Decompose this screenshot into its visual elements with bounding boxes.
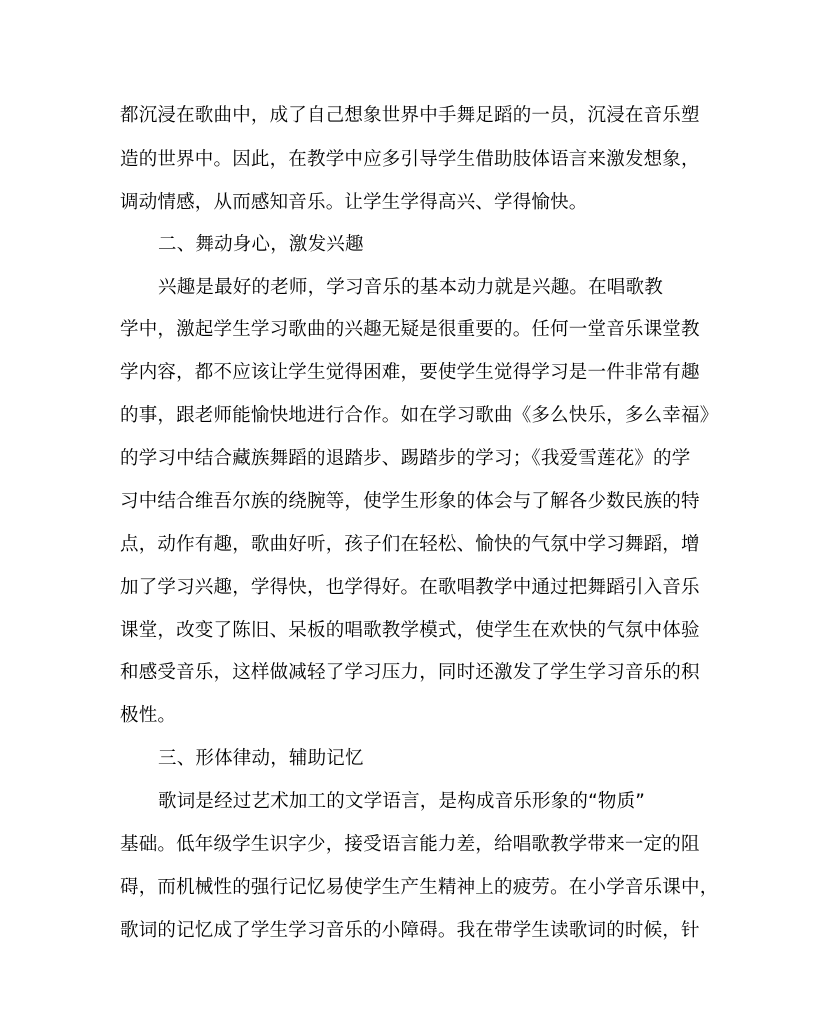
paragraph-line: 歌词是经过艺术加工的文学语言，是构成音乐形象的“物质” — [158, 791, 646, 812]
section-heading-3: 三、形体律动，辅助记忆 — [158, 748, 364, 769]
paragraph-line: 的学习中结合藏族舞蹈的退踏步、踢踏步的学习；《我爱雪莲花》的学 — [120, 448, 691, 469]
paragraph-line: 和感受音乐，这样做减轻了学习压力，同时还激发了学生学习音乐的积 — [120, 662, 700, 683]
paragraph-line: 极性。 — [120, 705, 177, 726]
paragraph-line: 课堂，改变了陈旧、呆板的唱歌教学模式，使学生在欢快的气氛中体验 — [120, 620, 700, 641]
paragraph-line: 点，动作有趣，歌曲好听，孩子们在轻松、愉快的气氛中学习舞蹈，增 — [120, 534, 700, 555]
paragraph-line: 加了学习兴趣，学得快，也学得好。在歌唱教学中通过把舞蹈引入音乐 — [120, 577, 700, 598]
paragraph-line: 学内容，都不应该让学生觉得困难，要使学生觉得学习是一件非常有趣 — [120, 362, 700, 383]
paragraph-line: 都沉浸在歌曲中，成了自己想象世界中手舞足蹈的一员，沉浸在音乐塑 — [120, 105, 700, 126]
paragraph-line: 兴趣是最好的老师，学习音乐的基本动力就是兴趣。在唱歌教 — [158, 277, 663, 298]
paragraph-line: 碍，而机械性的强行记忆易使学生产生精神上的疲劳。在小学音乐课中， — [120, 877, 719, 898]
paragraph-line: 基础。低年级学生识字少，接受语言能力差，给唱歌教学带来一定的阻 — [120, 834, 700, 855]
section-heading-2: 二、舞动身心，激发兴趣 — [158, 234, 364, 255]
paragraph-line: 调动情感，从而感知音乐。让学生学得高兴、学得愉快。 — [120, 192, 588, 213]
paragraph-line: 的事，跟老师能愉快地进行合作。如在学习歌曲《多么快乐，多么幸福》 — [120, 405, 719, 426]
paragraph-line: 歌词的记忆成了学生学习音乐的小障碍。我在带学生读歌词的时候，针 — [120, 920, 700, 941]
paragraph-line: 学中，激起学生学习歌曲的兴趣无疑是很重要的。任何一堂音乐课堂教 — [120, 319, 700, 340]
paragraph-line: 习中结合维吾尔族的绕腕等，使学生形象的体会与了解各少数民族的特 — [120, 491, 700, 512]
paragraph-line: 造的世界中。因此，在教学中应多引导学生借助肢体语言来激发想象， — [120, 149, 700, 170]
